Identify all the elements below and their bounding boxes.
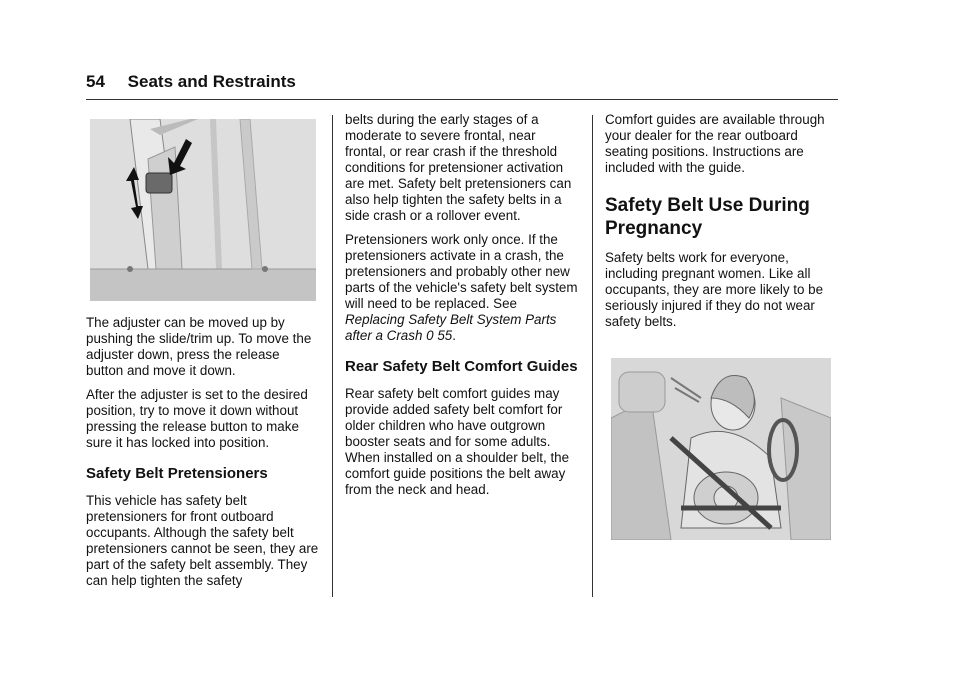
- paragraph: belts during the early stages of a moderate to severe frontal, near frontal, or rear crash if the threshold conditions for pretensioner activation are met. Safety belt pretensioners can also help tighten the safety belts in a side crash or a rollover event.: [345, 112, 572, 223]
- section-heading: Rear Safety Belt Comfort Guides: [345, 358, 578, 375]
- paragraph: This vehicle has safety belt pretensioners for front outboard occupants. Although the safety belt pretensioners cannot be seen, they are part of the safety belt assembly. They can help tighten the safety: [86, 493, 319, 588]
- header-rule: [86, 99, 838, 100]
- column-3: [605, 112, 837, 540]
- paragraph: Comfort guides are available through your dealer for the rear outboard seating positions. Instructions are included with the guide.: [605, 112, 825, 175]
- pregnant-occupant-illustration: [611, 358, 831, 540]
- column-2: [345, 112, 580, 506]
- cross-reference-link[interactable]: Replacing Safety Belt System Parts after a Crash 0 55: [345, 312, 557, 343]
- page-ref-icon: 0: [426, 328, 434, 343]
- section-heading: Safety Belt Pretensioners: [86, 465, 268, 482]
- paragraph: After the adjuster is set to the desired position, try to move it down without pressing the release button to make sure it has locked into position.: [86, 387, 308, 450]
- page-number: 54: [86, 72, 105, 91]
- paragraph: The adjuster can be moved up by pushing the slide/trim up. To move the adjuster down, press the release button and move it down.: [86, 315, 312, 378]
- section-heading: Safety Belt Use During Pregnancy: [605, 195, 810, 239]
- paragraph: Safety belts work for everyone, including pregnant women. Like all occupants, they are more likely to be seriously injured if they do not wear safety belts.: [605, 250, 824, 329]
- section-title: Seats and Restraints: [127, 72, 296, 91]
- belt-adjuster-illustration: [90, 119, 316, 301]
- paragraph: Rear safety belt comfort guides may provide added safety belt comfort for older children who have outgrown booster seats and for some adults. When installed on a shoulder belt, the comfort guide positions the belt away from the neck and head.: [345, 386, 570, 497]
- column-divider: [332, 115, 333, 597]
- page-header: [86, 72, 296, 92]
- column-divider: [592, 115, 593, 597]
- paragraph: Pretensioners work only once. If the pretensioners activate in a crash, the pretensioners and probably other new parts of the vehicle's safety belt system will need to be replaced. See Replacing Safety Belt System Parts after a Crash 0 55.: [345, 232, 578, 343]
- column-1: [86, 112, 320, 597]
